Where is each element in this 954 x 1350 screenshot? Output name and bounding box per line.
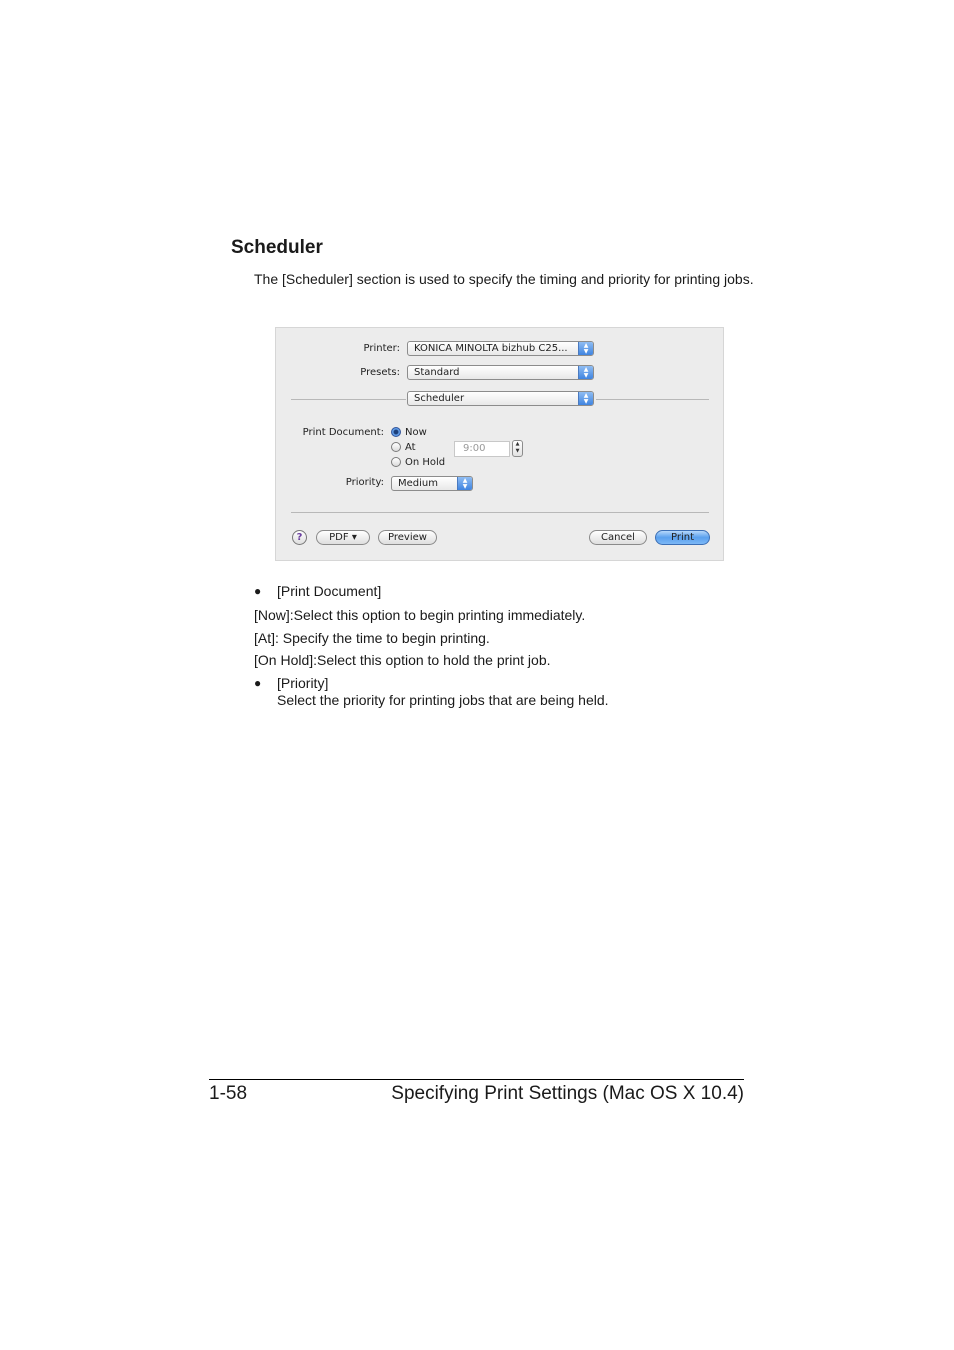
bullet-icon: ● [254,584,262,598]
print-button[interactable]: Print [655,530,710,545]
cancel-button[interactable]: Cancel [589,530,647,545]
divider [291,512,709,513]
radio-now-label: Now [405,427,427,438]
popup-arrows-icon: ▲ ▼ [457,477,472,490]
time-stepper-icon[interactable]: ▲ ▼ [512,440,523,457]
desc-on-hold: [On Hold]:Select this option to hold the print job. [254,652,551,668]
popup-arrows-icon: ▲ ▼ [578,342,593,355]
presets-popup-value: Standard [414,367,460,378]
page-number: 1-58 [209,1083,248,1104]
section-intro: The [Scheduler] section is used to specify the timing and priority for printing jobs. [254,271,754,287]
time-field[interactable]: 9:00 [454,441,510,457]
printer-popup-value: KONICA MINOLTA bizhub C25... [414,343,568,354]
help-button[interactable]: ? [292,530,307,545]
radio-at[interactable] [391,442,401,452]
section-title: Scheduler [231,237,323,258]
printer-popup[interactable] [407,341,594,356]
popup-arrows-icon: ▲ ▼ [578,366,593,379]
presets-popup[interactable] [407,365,594,380]
bullet-priority-desc: Select the priority for printing jobs that are being held. [277,692,609,708]
bullet-priority: [Priority] [277,675,329,691]
footer-rule [209,1079,744,1080]
divider [291,399,406,400]
priority-label: Priority: [345,477,384,488]
radio-on-hold[interactable] [391,457,401,467]
popup-arrows-icon: ▲ ▼ [578,392,593,405]
bullet-print-document: [Print Document] [277,583,382,599]
print-dialog-screenshot [275,327,724,561]
priority-popup[interactable] [391,476,473,491]
desc-at: [At]: Specify the time to begin printing. [254,630,490,646]
pane-popup-value: Scheduler [414,393,465,404]
divider [596,399,709,400]
priority-popup-value: Medium [398,478,438,489]
pane-popup[interactable] [407,391,594,406]
printer-label: Printer: [363,343,400,354]
radio-on-hold-label: On Hold [405,457,446,468]
radio-now[interactable] [391,427,401,437]
desc-now: [Now]:Select this option to begin printing immediately. [254,607,586,623]
bullet-icon: ● [254,676,262,690]
print-document-label: Print Document: [302,427,384,438]
preview-button[interactable]: Preview [378,530,437,545]
chapter-title: Specifying Print Settings (Mac OS X 10.4) [391,1083,744,1104]
pdf-button[interactable]: PDF ▾ [316,530,370,545]
presets-label: Presets: [360,367,400,378]
radio-at-label: At [405,442,416,453]
